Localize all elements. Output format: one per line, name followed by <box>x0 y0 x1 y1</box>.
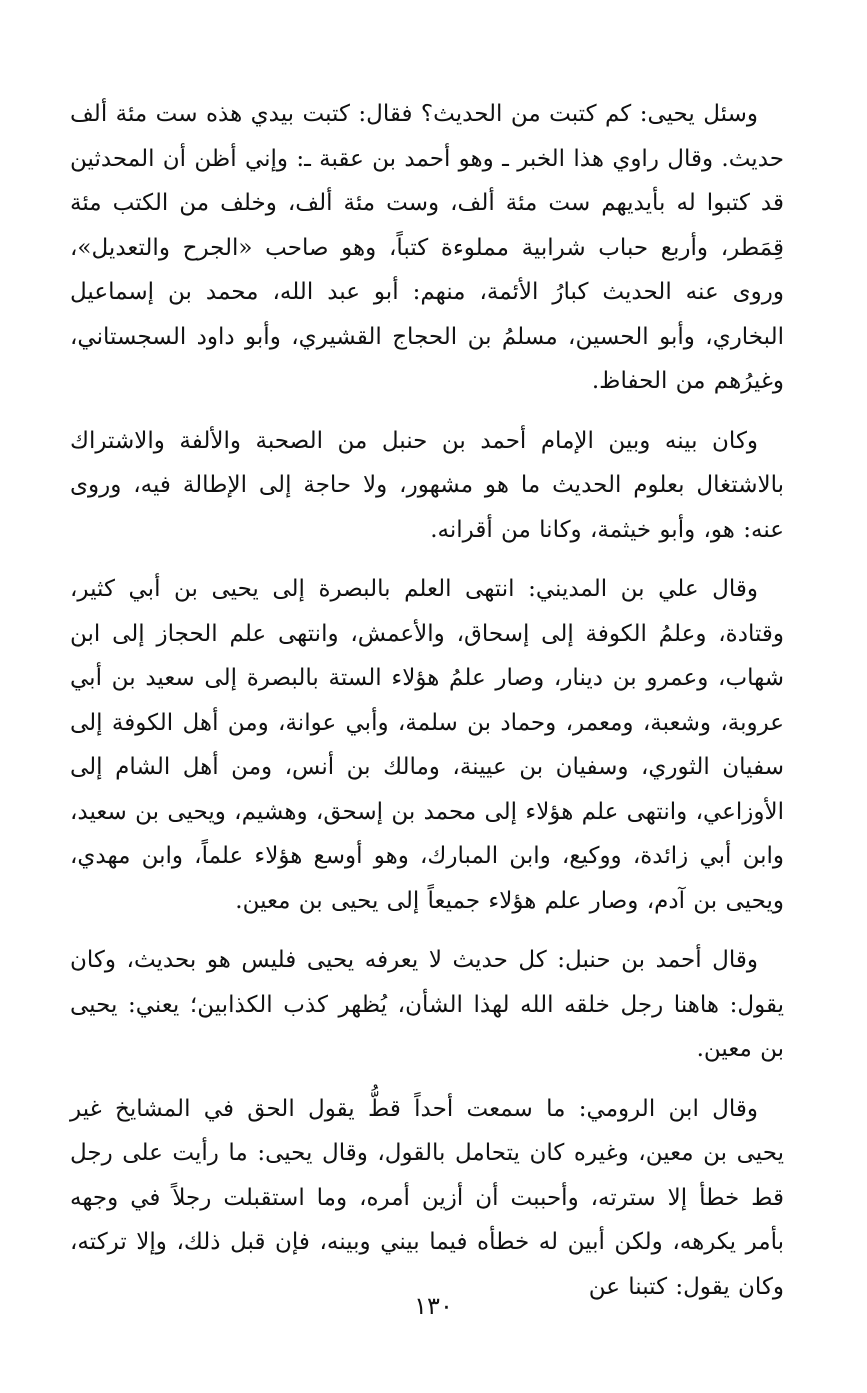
paragraph-ibn-al-rumi: وقال ابن الرومي: ما سمعت أحداً قطُّ يقول الحق في المشايخ غير يحيى بن معين، وغيره كان يتحامل بالقول، وقال يحيى: ما رأيت على رجل قط خطأ إلا سترته، وأحببت أن أزين أمره، وما استقبلت رجلاً في وجهه بأمر يكرهه، ولكن أبين له خطأه فيما بيني وبينه، فإن قبل ذلك، وإلا تركته، وكان يقول: كتبنا عن <box>70 1095 784 1300</box>
paragraph-ali-ibn-al-madini: وقال علي بن المديني: انتهى العلم بالبصرة إلى يحيى بن أبي كثير، وقتادة، وعلمُ الكوفة إلى إسحاق، والأعمش، وانتهى علم الحجاز إلى ابن شهاب، وعمرو بن دينار، وصار علمُ هؤلاء الستة بالبصرة إلى سعيد بن أبي عروبة، وشعبة، ومعمر، وحماد بن سلمة، وأبي عوانة، ومن أهل الكوفة إلى سفيان الثوري، وسفيان بن عيينة، ومالك بن أنس، ومن أهل الشام إلى الأوزاعي، وانتهى علم هؤلاء إلى محمد بن إسحق، وهشيم، ويحيى بن سعيد، وابن أبي زائدة، ووكيع، وابن المبارك، وهو أوسع هؤلاء علماً، وابن مهدي، ويحيى بن آدم، وصار علم هؤلاء جميعاً إلى يحيى بن معين. <box>70 576 784 914</box>
paragraph-ahmad-ibn-hanbal-companionship: وكان بينه وبين الإمام أحمد بن حنبل من الصحبة والألفة والاشتراك بالاشتغال بعلوم الحديث ما هو مشهور، ولا حاجة إلى الإطالة فيه، وروى عنه: هو، وأبو خيثمة، وكانا من أقرانه. <box>70 427 784 543</box>
page-number: ١٣٠ <box>414 1292 453 1320</box>
page-body <box>70 92 784 1324</box>
paragraph-yahya-hadith-count: وسئل يحيى: كم كتبت من الحديث؟ فقال: كتبت بيدي هذه ست مئة ألف حديث. وقال راوي هذا الخبر ـ وهو أحمد بن عقبة ـ: وإني أظن أن المحدثين قد كتبوا له بأيديهم ست مئة ألف، وست مئة ألف، وخلف من الكتب مئة قِمَطر، وأربع حباب شرابية مملوءة كتباً، وهو صاحب «الجرح والتعديل»، وروى عنه الحديث كبارُ الأئمة، منهم: أبو عبد الله، محمد بن إسماعيل البخاري، وأبو الحسين، مسلمُ بن الحجاج القشيري، وأبو داود السجستاني، وغيرُهم من الحفاظ. <box>70 101 784 394</box>
paragraph-ahmad-ibn-hanbal-quote: وقال أحمد بن حنبل: كل حديث لا يعرفه يحيى فليس هو بحديث، وكان يقول: هاهنا رجل خلقه الله لهذا الشأن، يُظهر كذب الكذابين؛ يعني: يحيى بن معين. <box>70 947 784 1062</box>
